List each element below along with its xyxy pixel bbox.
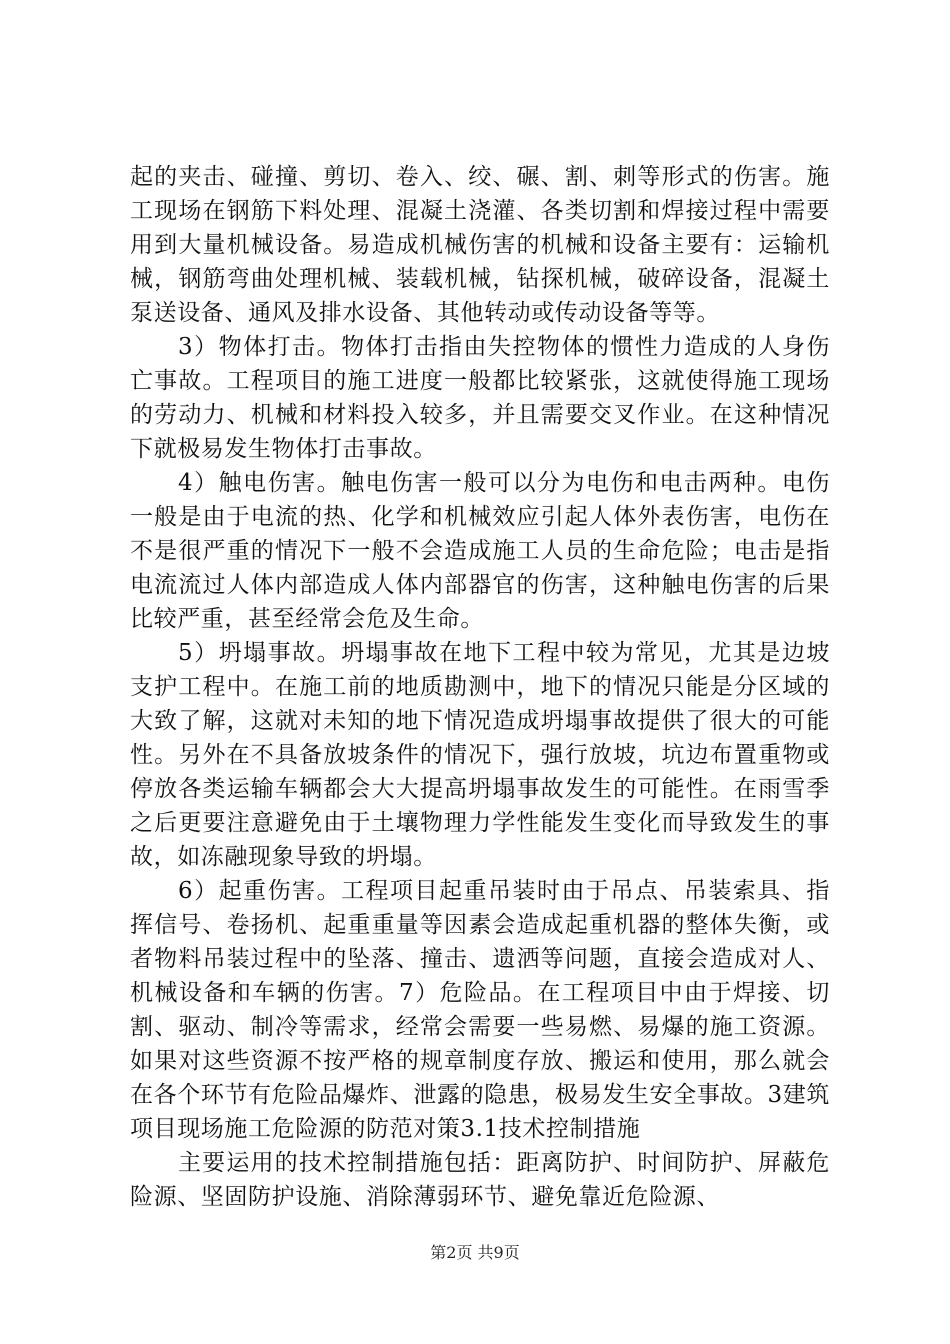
paragraph-technical-measures: 主要运用的技术控制措施包括：距离防护、时间防护、屏蔽危险源、坚固防护设施、消除薄弱环节、避免靠近危险源、: [130, 1150, 830, 1210]
paragraph-mechanical-injury: 起的夹击、碰撞、剪切、卷入、绞、碾、割、刺等形式的伤害。施工现场在钢筋下料处理、混凝土浇灌、各类切割和焊接过程中需要用到大量机械设备。易造成机械伤害的机械和设备主要有：运输机械，钢筋弯曲处理机械、装载机械，钻探机械，破碎设备，混凝土泵送设备、通风及排水设备、其他转动或传动设备等等。: [130, 164, 830, 326]
page-number-footer: 第2页 共9页: [430, 1243, 520, 1262]
document-body: [130, 160, 830, 1214]
paragraph-object-strike: 3）物体打击。物体打击指由失控物体的惯性力造成的人身伤亡事故。工程项目的施工进度一般都比较紧张，这就使得施工现场的劳动力、机械和材料投入较多，并且需要交叉作业。在这种情况下就极易发生物体打击事故。: [130, 334, 830, 462]
paragraph-electric-shock: 4）触电伤害。触电伤害一般可以分为电伤和电击两种。电伤一般是由于电流的热、化学和机械效应引起人体外表伤害，电伤在不是很严重的情况下一般不会造成施工人员的生命危险；电击是指电流流过人体内部造成人体内部器官的伤害，这种触电伤害的后果比较严重，甚至经常会危及生命。: [130, 470, 830, 632]
paragraph-lifting-injury: 6）起重伤害。工程项目起重吊装时由于吊点、吊装索具、指挥信号、卷扬机、起重重量等因素会造成起重机器的整体失衡，或者物料吊装过程中的坠落、撞击、遗洒等问题，直接会造成对人、机械设备和车辆的伤害。7）危险品。在工程项目中由于焊接、切割、驱动、制冷等需求，经常会需要一些易燃、易爆的施工资源。如果对这些资源不按严格的规章制度存放、搬运和使用，那么就会在各个环节有危险品爆炸、泄露的隐患，极易发生安全事故。3建筑项目现场施工危险源的防范对策3.1技术控制措施: [130, 878, 830, 1142]
paragraph-collapse: 5）坍塌事故。坍塌事故在地下工程中较为常见，尤其是边坡支护工程中。在施工前的地质勘测中，地下的情况只能是分区域的大致了解，这就对未知的地下情况造成坍塌事故提供了很大的可能性。另外在不具备放坡条件的情况下，强行放坡，坑边布置重物或停放各类运输车辆都会大大提高坍塌事故发生的可能性。在雨雪季之后更要注意避免由于土壤物理力学性能发生变化而导致发生的事故，如冻融现象导致的坍塌。: [130, 640, 830, 870]
